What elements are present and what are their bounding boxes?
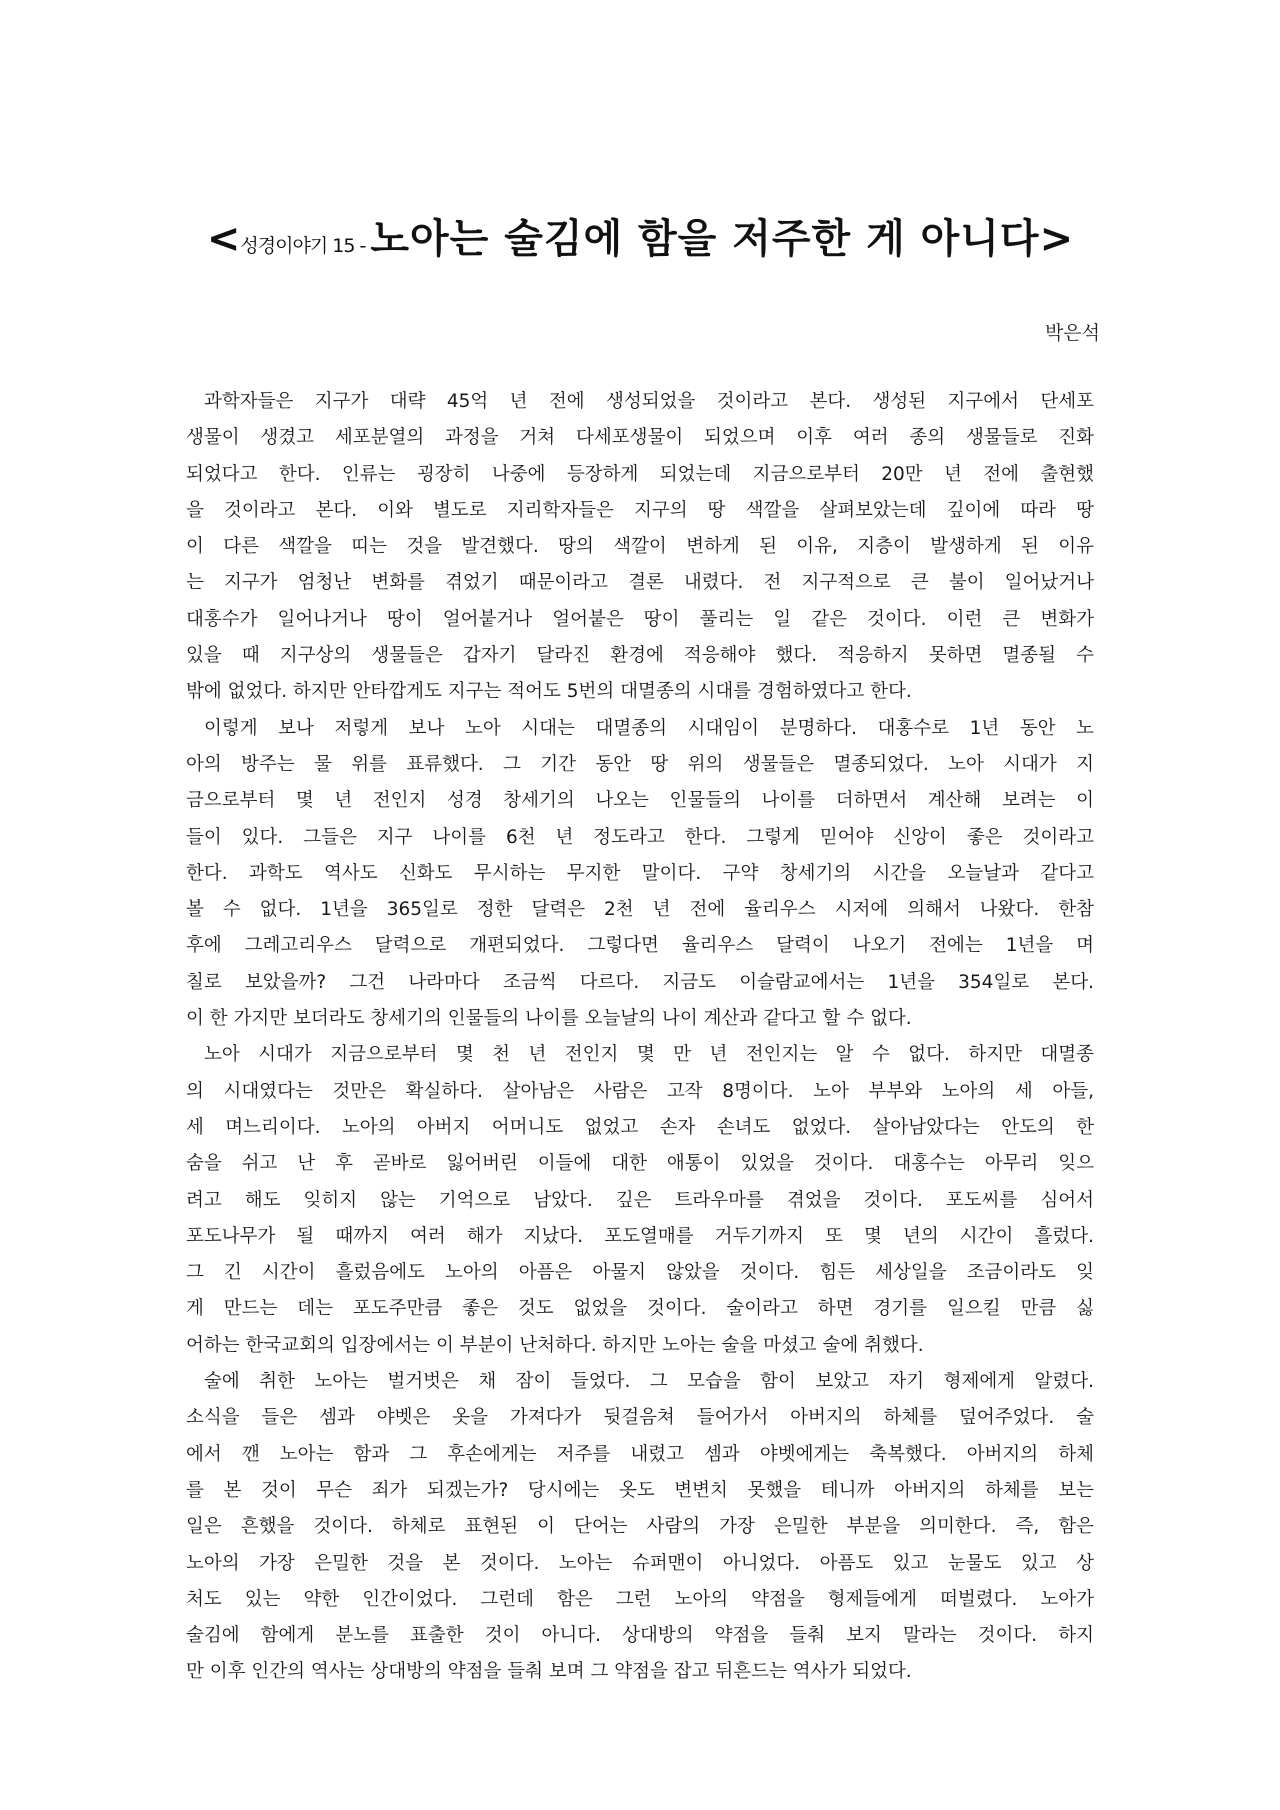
paragraph <box>186 384 1094 711</box>
title-close-bracket: > <box>1039 216 1074 263</box>
text-line: 그 긴 시간이 흘렀음에도 노아의 아픔은 아물지 않았을 것이다. 힘든 세상일을 조금이라도 잊 <box>186 1262 1094 1284</box>
paragraph <box>186 1037 1094 1364</box>
paragraph <box>186 711 1094 1038</box>
text-line: 밖에 없었다. 하지만 안타깝게도 지구는 적어도 5번의 대멸종의 시대를 경험하였다고 한다. <box>186 681 912 703</box>
text-line: 한다. 과학도 역사도 신화도 무시하는 무지한 말이다. 구약 창세기의 시간을 오늘날과 같다고 <box>186 862 1094 884</box>
text-line: 만 이후 인간의 역사는 상대방의 약점을 들춰 보며 그 약점을 잡고 뒤흔드는 역사가 되었다. <box>186 1661 912 1683</box>
text-line: 를 본 것이 무슨 죄가 되겠는가? 당시에는 옷도 변변치 못했을 테니까 아버지의 하체를 보는 <box>186 1479 1094 1501</box>
text-line: 아의 방주는 물 위를 표류했다. 그 기간 동안 땅 위의 생물들은 멸종되었다. 노아 시대가 지 <box>186 753 1094 775</box>
text-line: 후에 그레고리우스 달력으로 개편되었다. 그렇다면 율리우스 달력이 나오기 전에는 1년을 며 <box>186 935 1094 957</box>
text-line: 노아의 가장 은밀한 것을 본 것이다. 노아는 슈퍼맨이 아니었다. 아픔도 있고 눈물도 있고 상 <box>186 1552 1094 1574</box>
text-line: 대홍수가 일어나거나 땅이 얼어붙거나 얼어붙은 땅이 풀리는 일 같은 것이다. 이런 큰 변화가 <box>186 608 1094 630</box>
text-line: 있을 때 지구상의 생물들은 갑자기 달라진 환경에 적응해야 했다. 적응하지 못하면 멸종될 수 <box>186 645 1094 667</box>
title-main-text: 노아는 술김에 함을 저주한 게 아니다 <box>370 216 1040 263</box>
text-line: 이 다른 색깔을 띠는 것을 발견했다. 땅의 색깔이 변하게 된 이유, 지층이 발생하게 된 이유 <box>186 536 1094 558</box>
title-open-bracket: < <box>206 216 241 263</box>
paragraph <box>186 1364 1094 1691</box>
text-line: 금으로부터 몇 년 전인지 성경 창세기의 나오는 인물들의 나이를 더하면서 계산해 보려는 이 <box>186 790 1094 812</box>
text-line: 포도나무가 될 때까지 여러 해가 지났다. 포도열매를 거두기까지 또 몇 년의 시간이 흘렀다. <box>186 1225 1094 1247</box>
text-line: 어하는 한국교회의 입장에서는 이 부분이 난처하다. 하지만 노아는 술을 마셨고 술에 취했다. <box>186 1334 924 1356</box>
document-title <box>0 216 1280 263</box>
text-line: 의 시대였다는 것만은 확실하다. 살아남은 사람은 고작 8명이다. 노아 부부와 노아의 세 아들, <box>186 1080 1094 1102</box>
text-line: 이 한 가지만 보더라도 창세기의 인물들의 나이를 오늘날의 나이 계산과 같다고 할 수 없다. <box>186 1008 912 1030</box>
text-line: 노아 시대가 지금으로부터 몇 천 년 전인지 몇 만 년 전인지는 알 수 없다. 하지만 대멸종 <box>204 1044 1094 1066</box>
text-line: 술에 취한 노아는 벌거벗은 채 잠이 들었다. 그 모습을 함이 보았고 자기 형제에게 알렸다. <box>204 1371 1094 1393</box>
text-line: 술김에 함에게 분노를 표출한 것이 아니다. 상대방의 약점을 들춰 보지 말라는 것이다. 하지 <box>186 1625 1094 1647</box>
text-line: 세 며느리이다. 노아의 아버지 어머니도 없었고 손자 손녀도 없었다. 살아남았다는 안도의 한 <box>186 1116 1094 1138</box>
text-line: 소식을 들은 셈과 야벳은 옷을 가져다가 뒷걸음쳐 들어가서 아버지의 하체를 덮어주었다. 술 <box>186 1407 1094 1429</box>
text-line: 처도 있는 약한 인간이었다. 그런데 함은 그런 노아의 약점을 형제들에게 떠벌렸다. 노아가 <box>186 1588 1094 1610</box>
text-line: 을 것이라고 본다. 이와 별도로 지리학자들은 지구의 땅 색깔을 살펴보았는데 깊이에 따라 땅 <box>186 499 1094 521</box>
text-line: 과학자들은 지구가 대략 45억 년 전에 생성되었을 것이라고 본다. 생성된 지구에서 단세포 <box>204 391 1094 412</box>
text-line: 생물이 생겼고 세포분열의 과정을 거쳐 다세포생물이 되었으며 이후 여러 종의 생물들로 진화 <box>186 427 1094 449</box>
text-line: 게 만드는 데는 포도주만큼 좋은 것도 없었을 것이다. 술이라고 하면 경기를 일으킬 만큼 싫 <box>186 1298 1094 1320</box>
article-body <box>186 384 1094 1691</box>
author-name: 박은석 <box>1044 322 1100 344</box>
text-line: 칠로 보았을까? 그건 나라마다 조금씩 다르다. 지금도 이슬람교에서는 1년을 354일로 본다. <box>186 971 1094 993</box>
text-line: 는 지구가 엄청난 변화를 겪었기 때문이라고 결론 내렸다. 전 지구적으로 큰 불이 일어났거나 <box>186 572 1094 594</box>
title-series-label: 성경이야기 15 - <box>240 235 371 258</box>
text-line: 에서 깬 노아는 함과 그 후손에게는 저주를 내렸고 셈과 야벳에게는 축복했다. 아버지의 하체 <box>186 1443 1094 1465</box>
text-line: 볼 수 없다. 1년을 365일로 정한 달력은 2천 년 전에 율리우스 시저에 의해서 나왔다. 한참 <box>186 899 1094 921</box>
text-line: 일은 흔했을 것이다. 하체로 표현된 이 단어는 사람의 가장 은밀한 부분을 의미한다. 즉, 함은 <box>186 1516 1094 1538</box>
text-line: 되었다고 한다. 인류는 굉장히 나중에 등장하게 되었는데 지금으로부터 20만 년 전에 출현했 <box>186 463 1094 485</box>
text-line: 이렇게 보나 저렇게 보나 노아 시대는 대멸종의 시대임이 분명하다. 대홍수로 1년 동안 노 <box>204 717 1094 739</box>
text-line: 려고 해도 잊히지 않는 기억으로 남았다. 깊은 트라우마를 겪었을 것이다. 포도씨를 심어서 <box>186 1189 1094 1211</box>
text-line: 숨을 쉬고 난 후 곧바로 잃어버린 이들에 대한 애통이 있었을 것이다. 대홍수는 아무리 잊으 <box>186 1153 1094 1175</box>
text-line: 들이 있다. 그들은 지구 나이를 6천 년 정도라고 한다. 그렇게 믿어야 신앙이 좋은 것이라고 <box>186 826 1094 848</box>
